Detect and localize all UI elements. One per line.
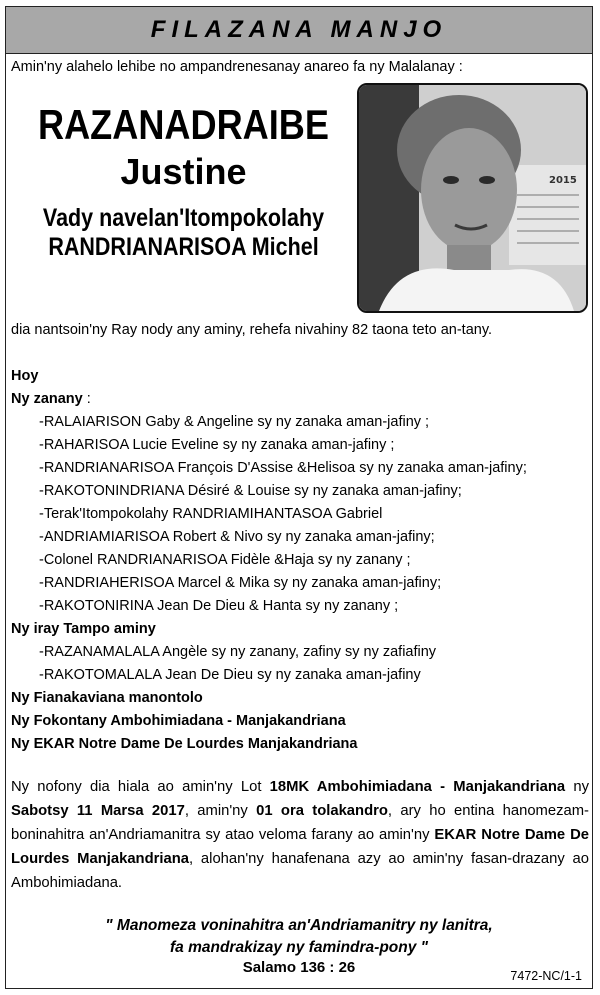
deceased-firstname: Justine: [120, 151, 247, 192]
funeral-text: ny: [565, 779, 589, 795]
deceased-relation: Vady navelan'Itompokolahy: [42, 204, 325, 232]
family-list: [11, 365, 589, 756]
children-label: Ny zanany: [11, 391, 83, 407]
children-label-suffix: :: [82, 391, 91, 407]
ad-reference-code: 7472-NC/1-1: [510, 969, 582, 983]
sibling-item: -RAKOTOMALALA Jean De Dieu sy ny zanaka aman-jafiny: [39, 667, 421, 683]
child-item: -Colonel RANDRIANARISOA Fidèle &Haja sy ny zanany ;: [39, 552, 411, 568]
calendar-year: 2015: [549, 175, 577, 186]
notice-frame: [5, 6, 593, 989]
funeral-time: 01 ora tolakandro: [256, 803, 388, 819]
notice-title: FILAZANA MANJO: [150, 16, 448, 43]
family-group: Ny Fianakaviana manontolo: [11, 690, 203, 706]
child-item: -RAHARISOA Lucie Eveline sy ny zanaka aman-jafiny ;: [39, 437, 395, 453]
funeral-date: Sabotsy 11 Marsa 2017: [11, 803, 185, 819]
hoy-label: Hoy: [11, 368, 39, 384]
funeral-location: 18MK Ambohimiadana - Manjakandriana: [269, 779, 566, 795]
siblings-heading: Ny iray Tampo aminy: [11, 621, 156, 637]
deceased-photo: [357, 83, 588, 313]
fokontany-group: Ny Fokontany Ambohimiadana - Manjakandriana: [11, 713, 346, 729]
death-announcement: dia nantsoin'ny Ray nody any aminy, rehefa nivahiny 82 taona teto an-tany.: [11, 322, 493, 338]
intro-text: Amin'ny alahelo lehibe no ampandrenesanay anareo fa ny Malalanay :: [11, 59, 463, 75]
child-item: -ANDRIAMIARISOA Robert & Nivo sy ny zanaka aman-jafiny;: [39, 529, 435, 545]
church-group: Ny EKAR Notre Dame De Lourdes Manjakandriana: [11, 736, 358, 752]
deceased-surname: RAZANADRAIBE: [38, 101, 329, 148]
sibling-item: -RAZANAMALALA Angèle sy ny zanany, zafiny sy ny zafiafiny: [39, 644, 437, 660]
header-bar: [6, 7, 592, 54]
husband-name: RANDRIANARISOA Michel: [48, 233, 319, 261]
child-item: -RANDRIAHERISOA Marcel & Mika sy ny zanaka aman-jafiny;: [39, 575, 442, 591]
children-heading: [11, 388, 589, 411]
child-item: -Terak'Itompokolahy RANDRIAMIHANTASOA Gabriel: [39, 506, 383, 522]
bible-quote: [6, 915, 592, 959]
funeral-text: Ny nofony dia hiala ao amin'ny Lot: [11, 779, 270, 795]
child-item: -RALAIARISON Gaby & Angeline sy ny zanaka aman-jafiny ;: [39, 414, 430, 430]
quote-line-2: fa mandrakizay ny famindra-pony ": [170, 939, 428, 956]
quote-line-1: " Manomeza voninahitra an'Andriamanitry ny lanitra,: [105, 917, 493, 934]
deceased-name-block: [6, 102, 361, 262]
funeral-text: , ary ho entina hanomezam-boninahitra an'Andriamanitra sy atao veloma farany ao amin'ny: [11, 803, 589, 843]
funeral-church: EKAR Notre Dame De Lourdes Manjakandriana: [11, 827, 589, 867]
child-item: -RANDRIANARISOA François D'Assise &Helisoa sy ny zanaka aman-jafiny;: [39, 460, 527, 476]
funeral-text: , amin'ny: [184, 803, 257, 819]
funeral-details: [11, 775, 589, 895]
child-item: -RAKOTONINDRIANA Désiré & Louise sy ny zanaka aman-jafiny;: [39, 483, 462, 499]
verse-reference: Salamo 136 : 26: [242, 959, 356, 976]
child-item: -RAKOTONIRINA Jean De Dieu & Hanta sy ny zanany ;: [39, 598, 399, 614]
funeral-text: , alohan'ny hanafenana azy ao amin'ny fasan-drazany ao Ambohimiadana.: [11, 851, 589, 891]
